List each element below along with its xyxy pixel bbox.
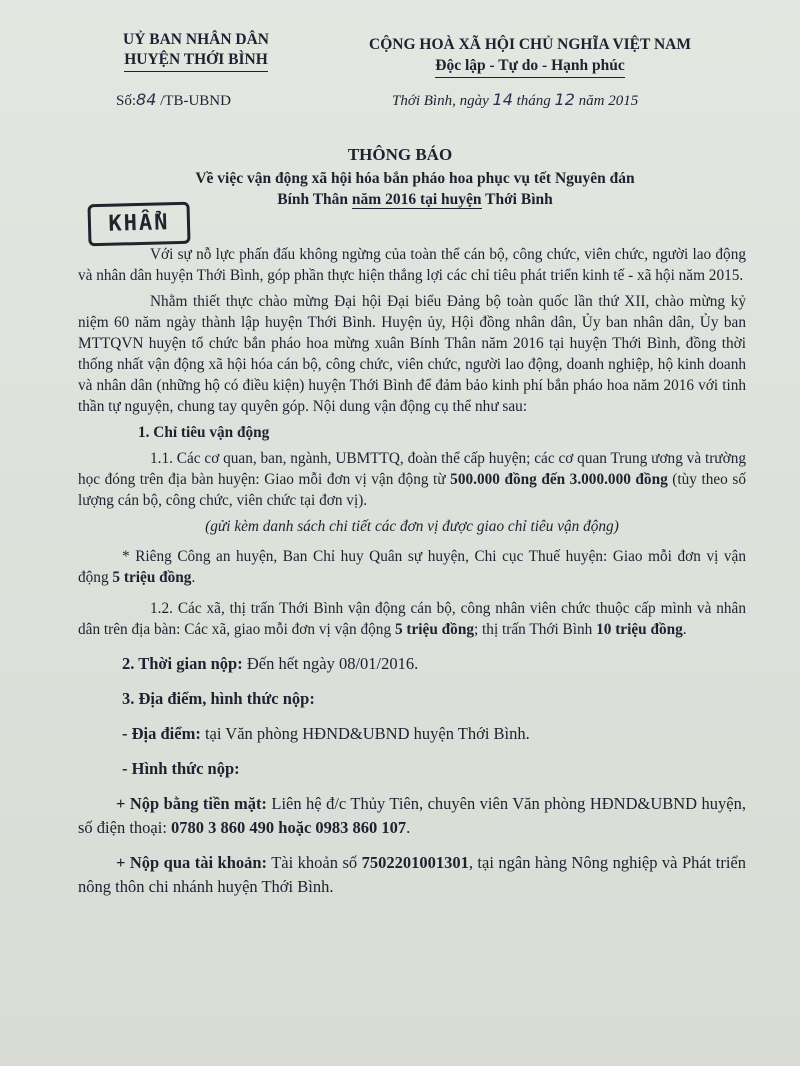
document-number: Số:84 /TB-UBND (116, 90, 231, 109)
section-3-heading: 3. Địa điểm, hình thức nộp: (122, 689, 315, 708)
paragraph-purpose: Nhằm thiết thực chào mừng Đại hội Đại biểu Đảng bộ toàn quốc lần thứ XII, chào mừng kỷ niệm 60 năm ngày thành lập huyện Thới Bình. Huyện ủy, Hội đồng nhân dân, Ủy ban nhân dân, Ủy ban MTTQVN huyện tổ chức bắn pháo hoa mừng xuân Bính Thân năm 2016 tại huyện Thới Bình, đồng thời thống nhất vận động xã hội hóa cán bộ, công chức, viên chức, người lao động, doanh nghiệp, hộ kinh doanh và nhân dân (những hộ có điều kiện) huyện Thới Bình để đảm bảo kinh phí bắn pháo hoa năm 2016 với tinh thần tự nguyện, chung tay quyên góp. Nội dung vận động cụ thể như sau: (78, 293, 746, 415)
document-date: Thới Bình, ngày 14 tháng 12 năm 2015 (392, 90, 639, 109)
section-1-2: 1.2. Các xã, thị trấn Thới Bình vận động cán bộ, công nhân viên chức thuộc cấp mình và nhân dân trên địa bàn: Các xã, giao mỗi đơn vị vận động 5 triệu đồng; thị trấn Thới Bình 10 triệu đồng. (78, 600, 746, 638)
org-line-1: UỶ BAN NHÂN DÂN (123, 31, 269, 48)
section-2: 2. Thời gian nộp: Đến hết ngày 08/01/2016. (122, 654, 419, 673)
nation-motto: Độc lập - Tự do - Hạnh phúc (435, 55, 624, 78)
org-line-2: HUYỆN THỚI BÌNH (124, 50, 268, 72)
section-1-1-special: * Riêng Công an huyện, Ban Chỉ huy Quân sự huyện, Chi cục Thuế huyện: Giao mỗi đơn vị vận động 5 triệu đồng. (78, 548, 746, 586)
section-1-1-note: (gửi kèm danh sách chi tiết các đơn vị được giao chỉ tiêu vận động) (205, 518, 619, 535)
document-body (78, 244, 746, 899)
section-1-heading: 1. Chỉ tiêu vận động (138, 424, 270, 441)
urgent-stamp: KHẨN (87, 202, 190, 247)
paragraph-intro: Với sự nỗ lực phấn đấu không ngừng của toàn thể cán bộ, công chức, viên chức, người lao động và nhân dân huyện Thới Bình, góp phần thực hiện thắng lợi các chỉ tiêu phát triển kinh tế - xã hội năm 2015. (78, 246, 746, 284)
payment-place: - Địa điểm: tại Văn phòng HĐND&UBND huyện Thới Bình. (122, 724, 530, 743)
national-header (330, 34, 730, 78)
document-subtitle: Về việc vận động xã hội hóa bắn pháo hoa phục vụ tết Nguyên đán Bính Thân năm 2016 tại huyện Thới Bình (195, 170, 635, 208)
payment-method-label: - Hình thức nộp: (122, 759, 240, 778)
nation-title: CỘNG HOÀ XÃ HỘI CHỦ NGHĨA VIỆT NAM (369, 36, 691, 53)
payment-cash: + Nộp bằng tiền mặt: Liên hệ đ/c Thủy Tiên, chuyên viên Văn phòng HĐND&UBND huyện, số điện thoại: 0780 3 860 490 hoặc 0983 860 107. (78, 794, 746, 837)
document-title: THÔNG BÁO (347, 145, 453, 164)
handwritten-day: 14 (492, 90, 513, 109)
payment-bank: + Nộp qua tài khoản: Tài khoản số 7502201001301, tại ngân hàng Nông nghiệp và Phát triển nông thôn chi nhánh huyện Thới Bình. (78, 853, 746, 896)
issuing-organization (96, 30, 296, 72)
section-1-1: 1.1. Các cơ quan, ban, ngành, UBMTTQ, đoàn thể cấp huyện; các cơ quan Trung ương và trường học đóng trên địa bàn huyện: Giao mỗi đơn vị vận động từ 500.000 đồng đến 3.000.000 đồng (tùy theo số lượng cán bộ, công chức, viên chức tại đơn vị). (78, 450, 746, 509)
handwritten-number: 84 (136, 90, 157, 109)
handwritten-month: 12 (554, 90, 575, 109)
